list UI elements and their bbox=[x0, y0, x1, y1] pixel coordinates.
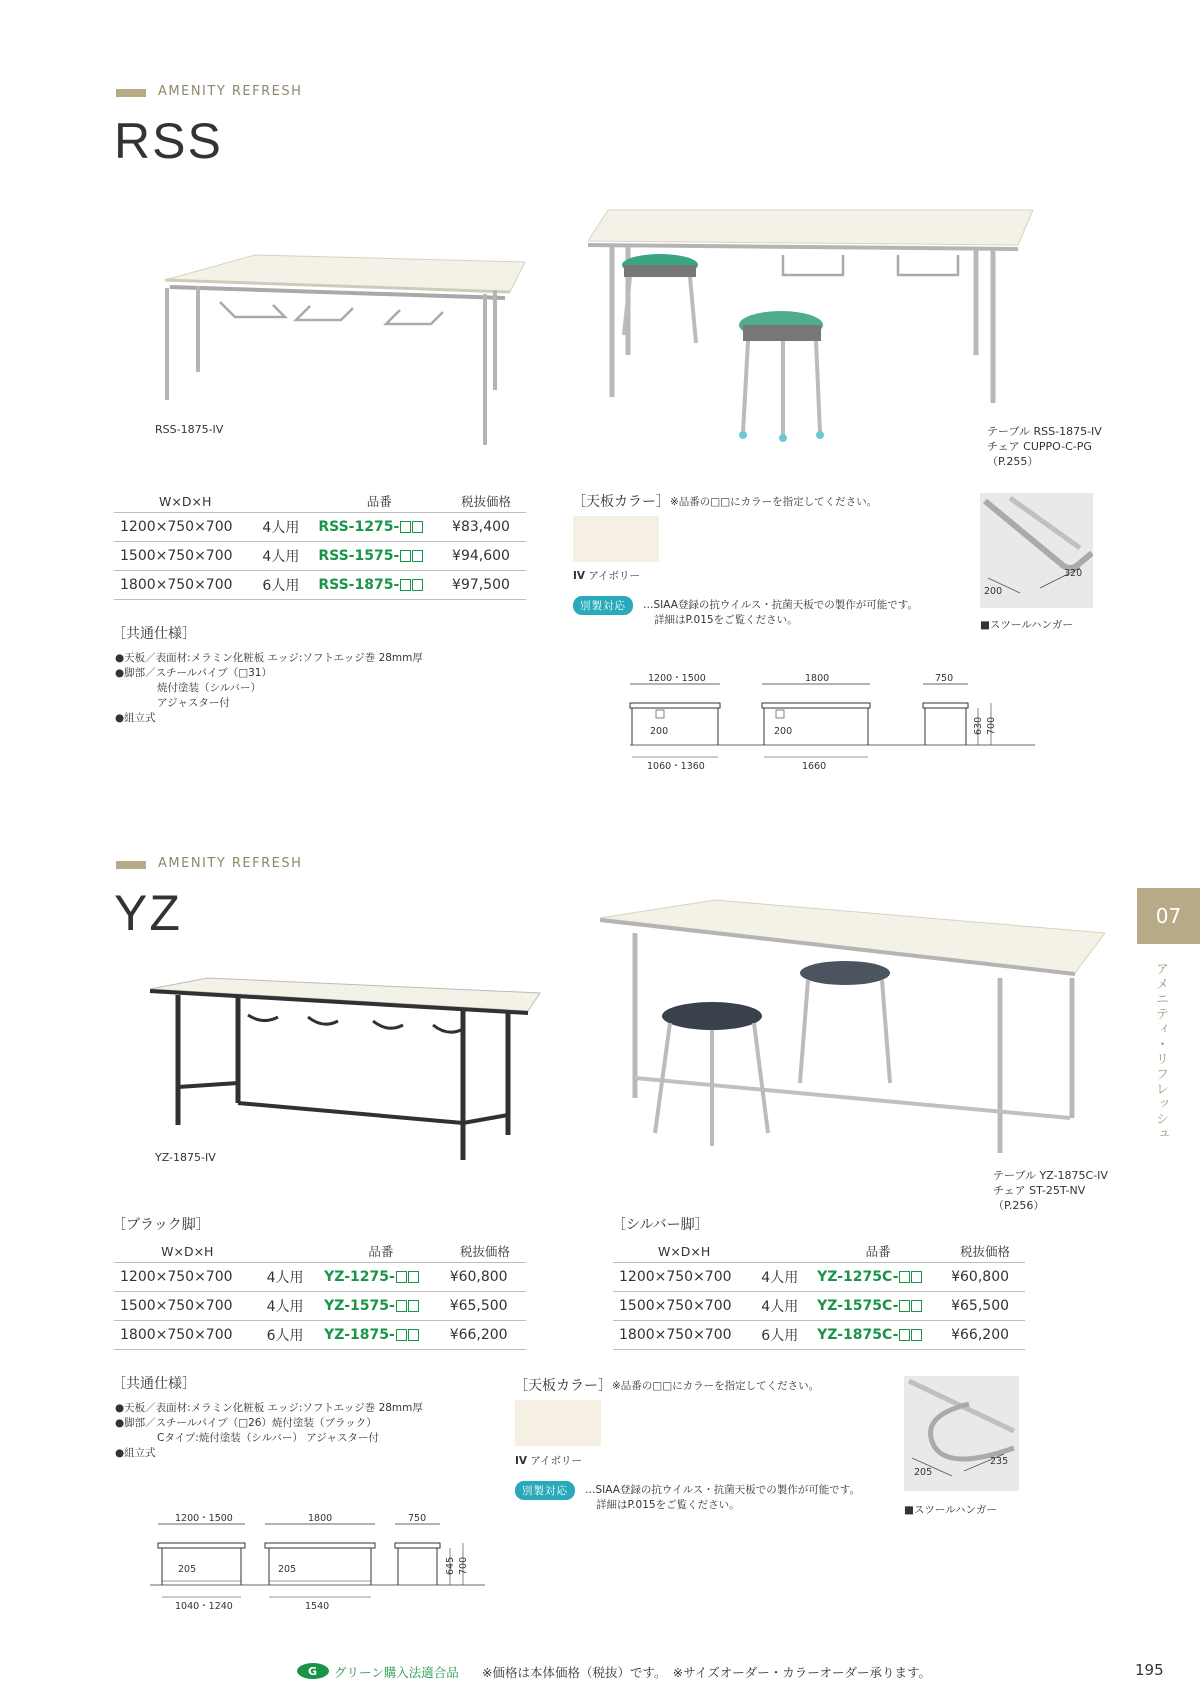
dim-inner-2: 1540 bbox=[305, 1601, 330, 1612]
rss-table-photo bbox=[150, 250, 530, 450]
row-capacity: 4人用 bbox=[755, 1263, 811, 1292]
dim-width-1: 1200・1500 bbox=[175, 1513, 233, 1524]
row-code-text: RSS-1275- bbox=[318, 519, 400, 535]
row-price: ¥83,400 bbox=[446, 513, 526, 542]
scene-caption-chair: チェア CUPPO-C-PG bbox=[987, 440, 1092, 453]
row-price: ¥94,600 bbox=[446, 542, 526, 571]
hanger-dim-235: 235 bbox=[990, 1456, 1009, 1467]
color-box bbox=[396, 1329, 407, 1341]
dim-height-1: 645 bbox=[445, 1556, 456, 1575]
page-number: 195 bbox=[1135, 1661, 1164, 1679]
photo-caption: RSS-1875-IV bbox=[155, 423, 224, 436]
row-size: 1500×750×700 bbox=[613, 1292, 755, 1321]
dim-hang-1: 205 bbox=[178, 1564, 197, 1575]
stool-hanger-photo bbox=[980, 493, 1093, 608]
dim-width-1: 1200・1500 bbox=[648, 673, 706, 684]
color-box bbox=[400, 579, 411, 591]
green-purchase-logo-icon bbox=[296, 1662, 330, 1680]
row-code-text: YZ-1875- bbox=[324, 1327, 395, 1343]
row-capacity: 4人用 bbox=[755, 1292, 811, 1321]
color-box bbox=[412, 521, 423, 533]
dim-height-2: 700 bbox=[458, 1556, 469, 1575]
series-label: AMENITY REFRESH bbox=[158, 856, 303, 871]
yz-dimension-drawing bbox=[150, 1513, 490, 1613]
color-box bbox=[911, 1271, 922, 1283]
row-price: ¥97,500 bbox=[446, 571, 526, 600]
custom-badge: 別製対応 bbox=[573, 596, 633, 615]
dim-hang-1: 200 bbox=[650, 726, 669, 737]
chapter-label: アメニティ・リフレッシュ bbox=[1153, 962, 1168, 1142]
row-size: 1200×750×700 bbox=[613, 1263, 755, 1292]
scene-caption-table: テーブル RSS-1875-IV bbox=[987, 425, 1102, 438]
color-label bbox=[515, 1453, 582, 1468]
row-capacity: 6人用 bbox=[261, 1321, 319, 1350]
dim-hang-2: 200 bbox=[774, 726, 793, 737]
row-price: ¥60,800 bbox=[444, 1263, 526, 1292]
scene-caption bbox=[993, 1168, 1108, 1213]
color-box bbox=[400, 521, 411, 533]
hanger-caption: ■スツールハンガー bbox=[980, 619, 1073, 631]
table-row bbox=[114, 513, 526, 542]
row-code bbox=[318, 1263, 444, 1292]
color-box bbox=[899, 1300, 910, 1312]
color-name: アイボリー bbox=[530, 1455, 582, 1467]
color-box bbox=[396, 1271, 407, 1283]
color-note: ※品番の□□にカラーを指定してください。 bbox=[612, 1380, 820, 1392]
color-box bbox=[412, 550, 423, 562]
badge-text-line: 詳細はP.015をご覧ください。 bbox=[654, 614, 798, 626]
row-code-text: YZ-1875C- bbox=[817, 1327, 899, 1343]
header-size: W×D×H bbox=[657, 1243, 711, 1259]
row-size: 1200×750×700 bbox=[114, 513, 256, 542]
color-box bbox=[899, 1271, 910, 1283]
row-code bbox=[312, 542, 446, 571]
spec-line: ●天板／表面材:メラミン化粧板 エッジ:ソフトエッジ巻 28mm厚 bbox=[115, 1402, 423, 1414]
spec-line: ●組立式 bbox=[115, 1447, 156, 1459]
header-code: 品番 bbox=[368, 1244, 394, 1259]
silver-leg-title: ［シルバー脚］ bbox=[612, 1217, 709, 1233]
badge-text-line: …SIAA登録の抗ウイルス・抗菌天板での製作が可能です。 bbox=[643, 599, 918, 611]
row-capacity: 4人用 bbox=[256, 542, 312, 571]
dim-hang-2: 205 bbox=[278, 1564, 297, 1575]
header-size: W×D×H bbox=[161, 1243, 214, 1259]
rss-dimension-drawing bbox=[625, 673, 1045, 773]
color-box bbox=[412, 579, 423, 591]
hanger-dim-320: 320 bbox=[1064, 568, 1083, 579]
row-size: 1500×750×700 bbox=[114, 542, 256, 571]
color-box bbox=[899, 1329, 910, 1341]
hanger-caption: ■スツールハンガー bbox=[904, 1504, 997, 1516]
color-title: ［天板カラー］ bbox=[514, 1378, 612, 1394]
black-leg-title: ［ブラック脚］ bbox=[112, 1217, 210, 1233]
color-name: アイボリー bbox=[588, 570, 640, 582]
dim-height-2: 700 bbox=[986, 716, 997, 735]
row-code bbox=[318, 1321, 444, 1350]
chapter-tab[interactable]: 07 bbox=[1137, 888, 1200, 944]
color-box bbox=[396, 1300, 407, 1312]
spec-list bbox=[115, 1401, 423, 1461]
series-marker bbox=[116, 89, 146, 97]
color-swatch-ivory bbox=[573, 516, 659, 562]
header-code: 品番 bbox=[366, 494, 392, 509]
spec-line: ●組立式 bbox=[115, 712, 156, 724]
spec-title: ［共通仕様］ bbox=[112, 1376, 196, 1392]
table-row bbox=[613, 1292, 1025, 1321]
black-price-table bbox=[114, 1240, 526, 1350]
header-code: 品番 bbox=[865, 1244, 891, 1259]
row-capacity: 6人用 bbox=[256, 571, 312, 600]
hanger-dim-205: 205 bbox=[914, 1467, 933, 1478]
yz-table-photo bbox=[148, 975, 543, 1165]
spec-line: アジャスター付 bbox=[157, 697, 230, 709]
row-price: ¥66,200 bbox=[444, 1321, 526, 1350]
price-table bbox=[114, 490, 526, 600]
color-box bbox=[408, 1271, 419, 1283]
badge-text bbox=[585, 1483, 860, 1513]
color-box bbox=[408, 1329, 419, 1341]
scene-caption-table: テーブル YZ-1875C-IV bbox=[993, 1169, 1108, 1182]
dim-inner-2: 1660 bbox=[802, 761, 827, 772]
svg-text:G: G bbox=[308, 1665, 318, 1678]
color-code: IV bbox=[515, 1455, 528, 1467]
row-code-text: YZ-1275C- bbox=[817, 1269, 899, 1285]
table-row bbox=[114, 1263, 526, 1292]
badge-text bbox=[643, 598, 918, 628]
hanger-dim-200: 200 bbox=[984, 586, 1003, 597]
spec-line: ●脚部／スチールパイプ（□31） bbox=[115, 667, 272, 679]
row-size: 1800×750×700 bbox=[613, 1321, 755, 1350]
table-row bbox=[114, 1292, 526, 1321]
row-code bbox=[312, 513, 446, 542]
row-code-text: RSS-1575- bbox=[318, 548, 400, 564]
dim-depth: 750 bbox=[935, 673, 954, 684]
color-label bbox=[573, 568, 640, 583]
row-capacity: 6人用 bbox=[755, 1321, 811, 1350]
row-code-text: YZ-1275- bbox=[324, 1269, 395, 1285]
table-row bbox=[114, 571, 526, 600]
row-price: ¥66,200 bbox=[945, 1321, 1025, 1350]
product-title: RSS bbox=[114, 113, 223, 169]
row-size: 1200×750×700 bbox=[114, 1263, 261, 1292]
photo-caption: YZ-1875-IV bbox=[155, 1151, 216, 1164]
spec-line: ●天板／表面材:メラミン化粧板 エッジ:ソフトエッジ巻 28mm厚 bbox=[115, 652, 423, 664]
row-price: ¥65,500 bbox=[945, 1292, 1025, 1321]
stool-hanger-photo bbox=[904, 1376, 1019, 1491]
yz-scene-photo bbox=[600, 898, 1105, 1158]
row-capacity: 4人用 bbox=[261, 1292, 319, 1321]
footer-note: ※価格は本体価格（税抜）です。 ※サイズオーダー・カラーオーダー承ります。 bbox=[482, 1665, 931, 1680]
row-size: 1800×750×700 bbox=[114, 1321, 261, 1350]
spec-list bbox=[115, 651, 423, 726]
dim-width-2: 1800 bbox=[308, 1513, 333, 1524]
color-box bbox=[911, 1300, 922, 1312]
spec-line: 焼付塗装（シルバー） bbox=[157, 682, 262, 694]
color-title: ［天板カラー］ bbox=[572, 494, 670, 510]
header-price: 税抜価格 bbox=[960, 1244, 1011, 1259]
table-row bbox=[114, 542, 526, 571]
green-purchase-label: グリーン購入法適合品 bbox=[334, 1665, 459, 1680]
row-capacity: 4人用 bbox=[256, 513, 312, 542]
scene-caption bbox=[987, 424, 1102, 469]
spec-title: ［共通仕様］ bbox=[112, 626, 196, 642]
row-price: ¥65,500 bbox=[444, 1292, 526, 1321]
color-swatch-ivory bbox=[515, 1400, 601, 1446]
row-code bbox=[811, 1292, 945, 1321]
dim-inner-1: 1040・1240 bbox=[175, 1601, 233, 1612]
badge-text-line: …SIAA登録の抗ウイルス・抗菌天板での製作が可能です。 bbox=[585, 1484, 860, 1496]
header-price: 税抜価格 bbox=[461, 494, 512, 509]
silver-price-table bbox=[613, 1240, 1025, 1350]
row-size: 1500×750×700 bbox=[114, 1292, 261, 1321]
series-marker bbox=[116, 861, 146, 869]
row-code bbox=[811, 1263, 945, 1292]
dim-height-1: 630 bbox=[973, 716, 984, 735]
row-price: ¥60,800 bbox=[945, 1263, 1025, 1292]
custom-badge: 別製対応 bbox=[515, 1481, 575, 1500]
row-code-text: YZ-1575C- bbox=[817, 1298, 899, 1314]
color-note: ※品番の□□にカラーを指定してください。 bbox=[670, 496, 878, 508]
color-box bbox=[408, 1300, 419, 1312]
dim-width-2: 1800 bbox=[805, 673, 830, 684]
series-label: AMENITY REFRESH bbox=[158, 84, 303, 99]
badge-text-line: 詳細はP.015をご覧ください。 bbox=[596, 1499, 740, 1511]
dim-depth: 750 bbox=[408, 1513, 427, 1524]
color-code: IV bbox=[573, 570, 586, 582]
scene-caption-chair: チェア ST-25T-NV bbox=[993, 1184, 1086, 1197]
scene-caption-page: （P.256） bbox=[993, 1199, 1045, 1212]
header-size: W×D×H bbox=[159, 493, 212, 509]
table-row bbox=[613, 1263, 1025, 1292]
spec-line: ●脚部／スチールパイプ（□26）焼付塗装（ブラック） bbox=[115, 1417, 377, 1429]
color-box bbox=[911, 1329, 922, 1341]
row-code bbox=[318, 1292, 444, 1321]
row-size: 1800×750×700 bbox=[114, 571, 256, 600]
row-code-text: YZ-1575- bbox=[324, 1298, 395, 1314]
spec-line: Cタイプ:焼付塗装（シルバー） アジャスター付 bbox=[157, 1432, 380, 1444]
color-box bbox=[400, 550, 411, 562]
header-price: 税抜価格 bbox=[459, 1244, 510, 1259]
row-code-text: RSS-1875- bbox=[318, 577, 400, 593]
product-title: YZ bbox=[114, 885, 182, 941]
dim-inner-1: 1060・1360 bbox=[647, 761, 705, 772]
row-capacity: 4人用 bbox=[261, 1263, 319, 1292]
table-row bbox=[613, 1321, 1025, 1350]
table-row bbox=[114, 1321, 526, 1350]
rss-scene-photo bbox=[588, 205, 1038, 445]
row-code bbox=[811, 1321, 945, 1350]
scene-caption-page: （P.255） bbox=[987, 455, 1039, 468]
row-code bbox=[312, 571, 446, 600]
